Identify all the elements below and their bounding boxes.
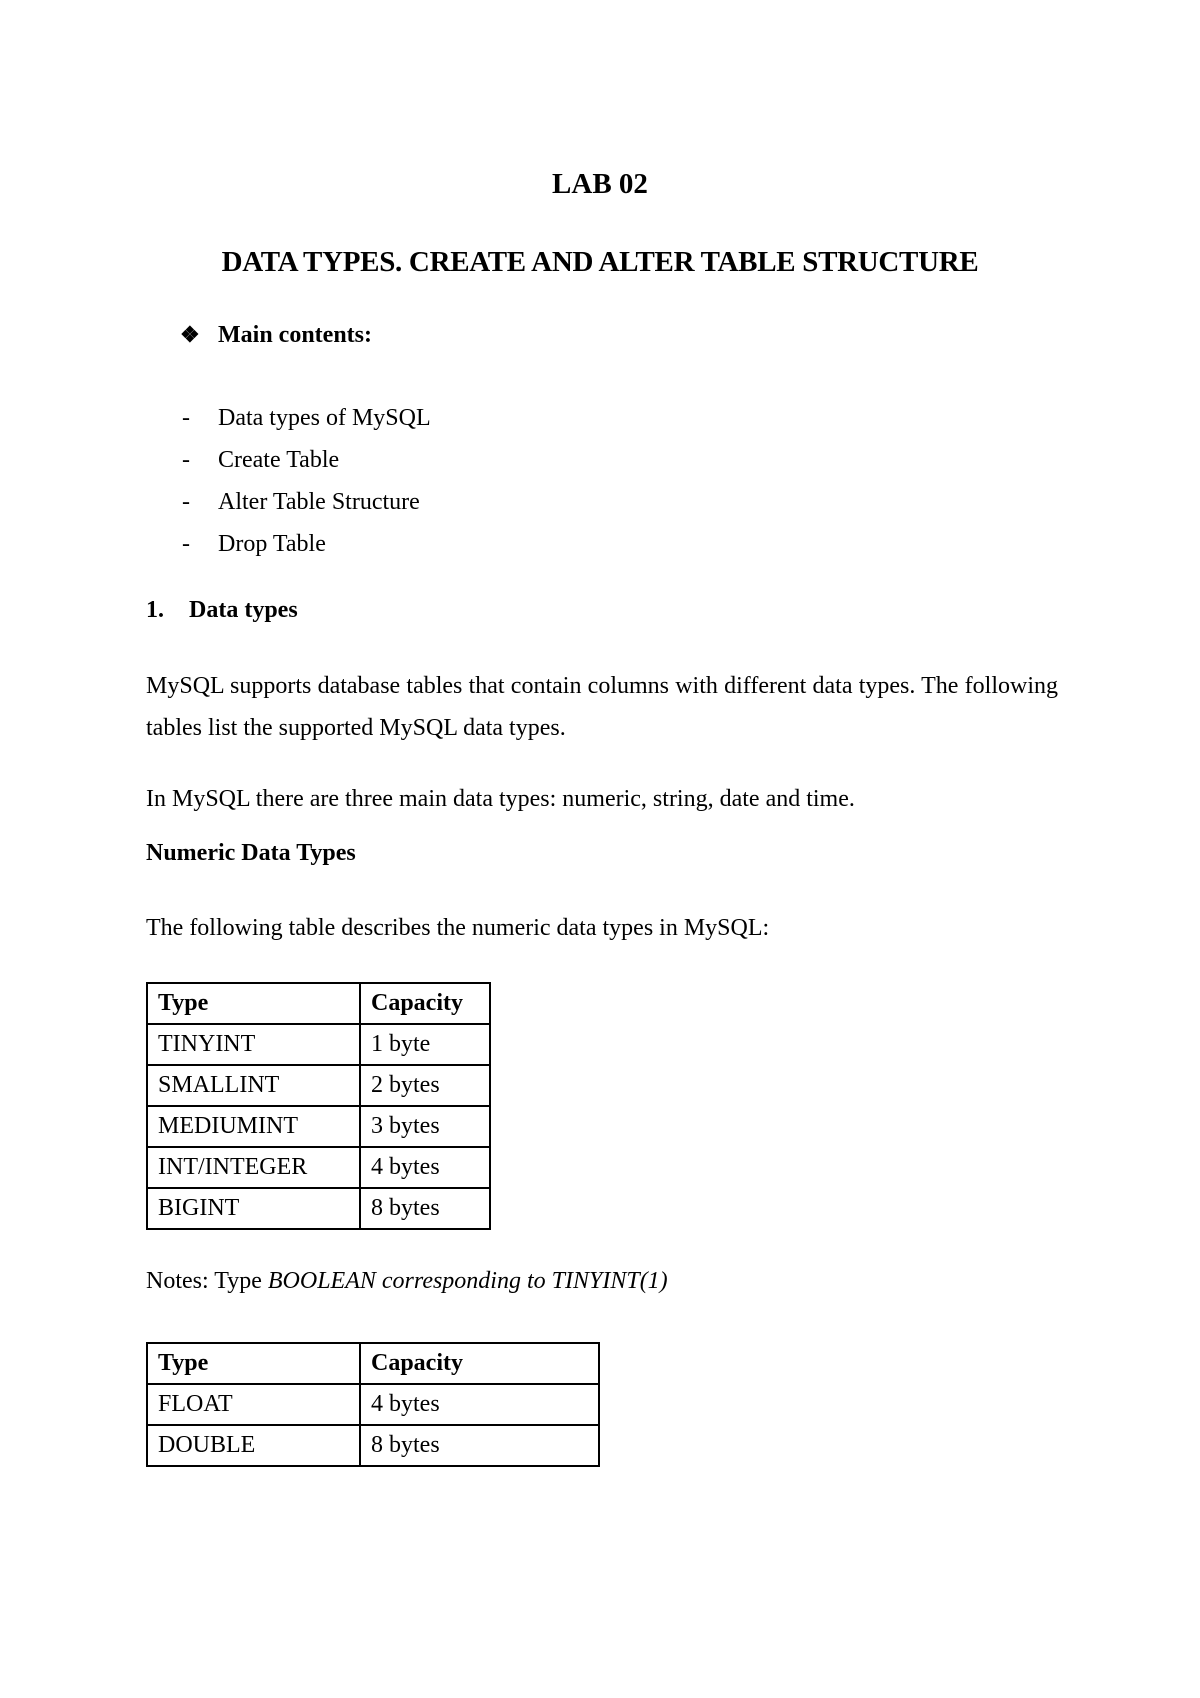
- types-paragraph: In MySQL there are three main data types: numeric, string, date and time.: [146, 786, 855, 812]
- document-title: DATA TYPES. CREATE AND ALTER TABLE STRUCTURE: [221, 246, 979, 278]
- header-cell-capacity: Capacity: [360, 983, 490, 1024]
- dash-bullet: -: [182, 405, 190, 431]
- dash-bullet: -: [182, 447, 190, 473]
- capacity-cell: 1 byte: [360, 1024, 490, 1065]
- header-cell-type: Type: [147, 983, 360, 1024]
- boolean-note: [146, 1268, 668, 1295]
- table-row: [147, 1425, 599, 1466]
- list-item: [182, 481, 431, 523]
- capacity-cell: 4 bytes: [360, 1384, 599, 1425]
- dash-bullet: -: [182, 531, 190, 557]
- capacity-cell: 4 bytes: [360, 1147, 490, 1188]
- main-contents-label: Main contents:: [218, 322, 372, 348]
- list-item: [182, 523, 431, 565]
- table-header-row: [147, 983, 490, 1024]
- header-cell-capacity: Capacity: [360, 1343, 599, 1384]
- table-row: [147, 1024, 490, 1065]
- list-item: [182, 439, 431, 481]
- dash-bullet: -: [182, 489, 190, 515]
- capacity-cell: 3 bytes: [360, 1106, 490, 1147]
- table-intro-paragraph: The following table describes the numeric data types in MySQL:: [146, 915, 770, 941]
- type-cell: FLOAT: [147, 1384, 360, 1425]
- intro-paragraph: MySQL supports database tables that contain columns with different data types. The following tables list the supported MySQL data types.: [146, 673, 1058, 741]
- list-item-label: Data types of MySQL: [218, 405, 431, 431]
- table-row: [147, 1106, 490, 1147]
- capacity-cell: 8 bytes: [360, 1425, 599, 1466]
- list-item-label: Alter Table Structure: [218, 489, 420, 515]
- table-row: [147, 1384, 599, 1425]
- list-item: [182, 397, 431, 439]
- main-contents-heading: [180, 322, 372, 349]
- contents-list: [182, 397, 431, 565]
- table-row: [147, 1147, 490, 1188]
- section-number: 1.: [146, 597, 164, 623]
- table-header-row: [147, 1343, 599, 1384]
- type-cell: SMALLINT: [147, 1065, 360, 1106]
- header-cell-type: Type: [147, 1343, 360, 1384]
- float-types-table: [146, 1342, 600, 1467]
- lab-number: LAB 02: [552, 168, 648, 200]
- section-heading: [146, 597, 298, 624]
- capacity-cell: 2 bytes: [360, 1065, 490, 1106]
- capacity-cell: 8 bytes: [360, 1188, 490, 1229]
- table-row: [147, 1065, 490, 1106]
- list-item-label: Drop Table: [218, 531, 326, 557]
- section-title: Data types: [189, 597, 298, 623]
- type-cell: MEDIUMINT: [147, 1106, 360, 1147]
- note-italic-text: BOOLEAN corresponding to TINYINT(1): [267, 1268, 668, 1294]
- type-cell: INT/INTEGER: [147, 1147, 360, 1188]
- diamond-bullet-icon: ❖: [180, 322, 200, 347]
- type-cell: BIGINT: [147, 1188, 360, 1229]
- type-cell: DOUBLE: [147, 1425, 360, 1466]
- type-cell: TINYINT: [147, 1024, 360, 1065]
- integer-types-table: [146, 982, 491, 1230]
- numeric-types-heading: Numeric Data Types: [146, 840, 356, 866]
- table-row: [147, 1188, 490, 1229]
- list-item-label: Create Table: [218, 447, 340, 473]
- note-prefix: Notes: Type: [146, 1268, 268, 1294]
